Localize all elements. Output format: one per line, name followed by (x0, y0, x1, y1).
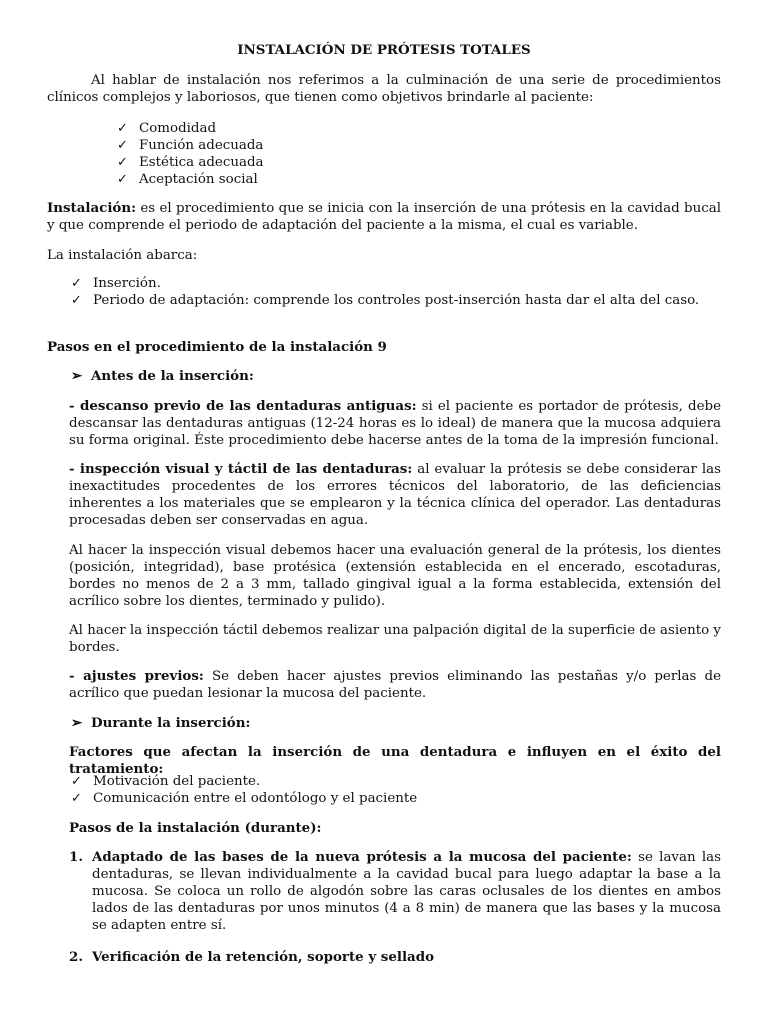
list-item: ✓ Función adecuada (117, 138, 264, 153)
intro-paragraph: Al hablar de instalación nos referimos a la culminación de una serie de procedimientos clínicos complejos y laboriosos, que tienen como objetivos brindarle al paciente: (47, 73, 721, 105)
check-icon: ✓ (117, 155, 128, 170)
list-item: ✓ Comodidad (117, 121, 217, 136)
pasos-heading: Pasos en el procedimiento de la instalación 9 (47, 339, 387, 355)
check-icon: ✓ (117, 121, 128, 136)
list-item: ✓ Aceptación social (117, 172, 258, 187)
factores-heading: Factores que afectan la inserción de una dentadura e influyen en el éxito del tratamiento: (69, 744, 721, 777)
list-item: ✓ Inserción. (71, 276, 161, 291)
instalacion-definition: Instalación: es el procedimiento que se inicia con la inserción de una prótesis en la cavidad bucal y que comprende el periodo de adaptación del paciente a la misma, el cual es variable. (47, 200, 721, 233)
durante-heading: ➢ Durante la inserción: (71, 715, 251, 731)
descanso-paragraph: - descanso previo de las dentaduras antiguas: si el paciente es portador de prótesis, debe descansar las dentaduras antiguas (12-24 horas es lo ideal) de manera que la mucosa adquiera su forma original. Éste procedimiento debe hacerse antes de la toma de la impresión funcional. (69, 398, 721, 448)
list-item: ✓ Motivación del paciente. (71, 774, 261, 789)
antes-heading: ➢ Antes de la inserción: (71, 368, 254, 384)
ajustes-paragraph: - ajustes previos: Se deben hacer ajustes previos eliminando las pestañas y/o perlas de acrílico que puedan lesionar la mucosa del paciente. (69, 668, 722, 701)
inspeccion-paragraph: - inspección visual y táctil de las dentaduras: al evaluar la prótesis se debe considerar las inexactitudes procedentes de los errores técnicos del laboratorio, de las deficiencias inherentes a los materiales que se emplearon y la técnica clínica del operador. Las dentaduras procesadas deben ser conservadas en agua. (69, 461, 721, 528)
arrow-bullet-icon: ➢ (71, 368, 83, 384)
factores-list (71, 773, 418, 807)
check-icon: ✓ (117, 138, 128, 153)
visual-paragraph: Al hacer la inspección visual debemos hacer una evaluación general de la prótesis, los dientes (posición, integridad), base protésica (extensión establecida en el encerado, escotaduras, bordes no menos de 2 a 3 mm, tallado gingival igual a la forma establecida, extensión del acrílico sobre los dientes, terminado y pulido). (69, 543, 721, 609)
list-item: 2. Verificación de la retención, soporte y sellado (69, 949, 435, 965)
check-icon: ✓ (71, 293, 82, 308)
steps-list (47, 849, 721, 934)
check-icon: ✓ (71, 774, 82, 789)
list-item: ✓ Periodo de adaptación: comprende los controles post-inserción hasta dar el alta del caso. (71, 293, 700, 308)
objectives-list (117, 120, 264, 188)
list-item: ✓ Estética adecuada (117, 155, 264, 170)
check-icon: ✓ (71, 791, 82, 806)
pasos-durante-heading: Pasos de la instalación (durante): (69, 820, 322, 836)
arrow-bullet-icon: ➢ (71, 715, 83, 731)
steps-list-continued (47, 949, 721, 966)
document-title: INSTALACIÓN DE PRÓTESIS TOTALES (237, 42, 531, 58)
check-icon: ✓ (117, 172, 128, 187)
abarca-label: La instalación abarca: (47, 248, 198, 263)
abarca-list (71, 275, 700, 309)
list-item: 1. Adaptado de las bases de la nueva prótesis a la mucosa del paciente: se lavan las dentaduras, se llevan individualmente a la cavidad bucal para luego adaptar la base a la mucosa. Se coloca un rollo de algodón sobre las caras oclusales de los dientes en ambos lados de las dentaduras por unos minutos (4 a 8 min) de manera que las bases y la mucosa se adapten entre sí. (69, 849, 721, 933)
check-icon: ✓ (71, 276, 82, 291)
tactil-paragraph: Al hacer la inspección táctil debemos realizar una palpación digital de la superficie de asiento y bordes. (69, 623, 721, 655)
list-item: ✓ Comunicación entre el odontólogo y el paciente (71, 791, 418, 806)
